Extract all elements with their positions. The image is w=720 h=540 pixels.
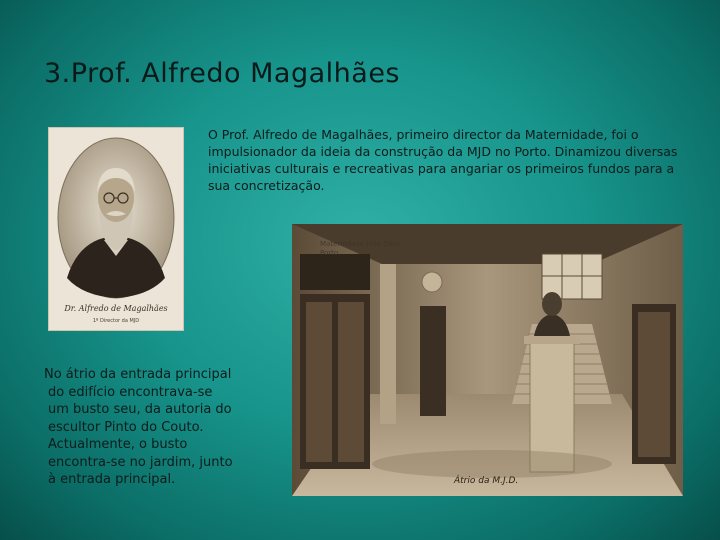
portrait-image: [48, 127, 184, 331]
portrait-subcaption: 1º Director da MJD: [92, 318, 140, 324]
atrium-line-1: No átrio da entrada principal: [44, 367, 232, 382]
atrium-description: [44, 366, 284, 489]
atrium-line-6: encontra-se no jardim, junto: [48, 454, 233, 470]
portrait-signature: Dr. Alfredo de Magalhães: [64, 304, 168, 313]
atrium-line-3: um busto seu, da autoria do: [48, 402, 232, 417]
atrium-caption: Átrio da M.J.D.: [454, 476, 519, 486]
atrium-watermark: [320, 240, 401, 258]
atrium-photo: [292, 224, 683, 496]
intro-paragraph: O Prof. Alfredo de Magalhães, primeiro director da Maternidade, foi o impulsionador da ideia da construção da MJD no Porto. Dinamizou diversas iniciativas culturais e recreativas para angariar os primeiros fundos para a sua concretização.: [208, 127, 678, 193]
atrium-line-7: à entrada principal.: [48, 472, 176, 487]
atrium-watermark-line1: Maternidade Júlio Diniz: [320, 240, 401, 248]
slide-title: 3.Prof. Alfredo Magalhães: [44, 58, 400, 89]
atrium-line-2: do edifício encontrava-se: [48, 384, 213, 400]
atrium-line-4: escultor Pinto do Couto.: [48, 419, 204, 435]
atrium-line-5: Actualmente, o busto: [48, 437, 188, 452]
atrium-watermark-line2: Porto: [320, 249, 339, 257]
